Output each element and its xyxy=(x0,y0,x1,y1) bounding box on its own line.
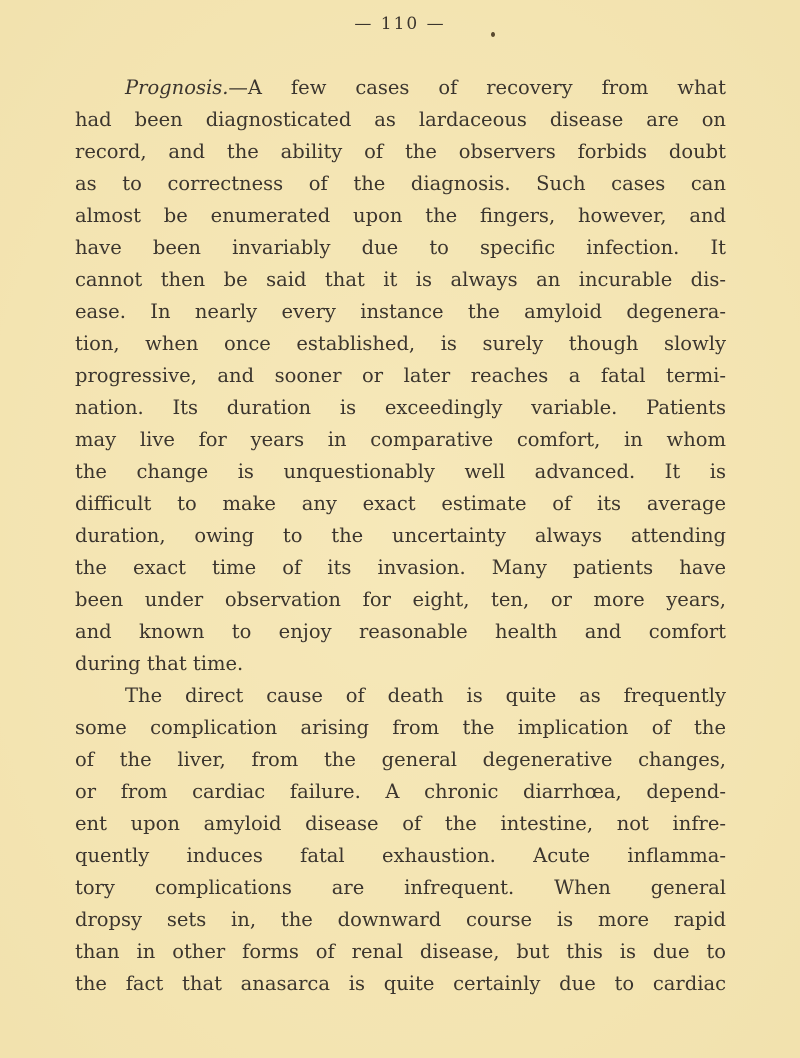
text-line: or from cardiac failure. A chronic diarrhœa, depend- xyxy=(75,780,726,803)
text-line: ent upon amyloid disease of the intestine, not infre- xyxy=(75,812,726,835)
text-line: nation. Its duration is exceedingly variable. Patients xyxy=(75,396,726,419)
text-line: been under observation for eight, ten, or more years, xyxy=(75,588,726,611)
text-line: some complication arising from the implication of the xyxy=(75,716,726,739)
text-line: dropsy sets in, the downward course is more rapid xyxy=(75,908,726,931)
text-line: ease. In nearly every instance the amyloid degenera- xyxy=(75,300,726,323)
text-line: may live for years in comparative comfort, in whom xyxy=(75,428,726,451)
text-line: of the liver, from the general degenerative changes, xyxy=(75,748,726,771)
text-line: the exact time of its invasion. Many patients have xyxy=(75,556,726,579)
text-line: during that time. xyxy=(75,652,244,675)
text-line: the fact that anasarca is quite certainly due to cardiac xyxy=(75,972,726,995)
text-line: as to correctness of the diagnosis. Such cases can xyxy=(75,172,726,195)
text-line: progressive, and sooner or later reaches a fatal termi- xyxy=(75,364,726,387)
text-line: almost be enumerated upon the fingers, however, and xyxy=(75,204,726,227)
text-line: The direct cause of death is quite as frequently xyxy=(125,684,726,707)
text-line: duration, owing to the uncertainty always attending xyxy=(75,524,726,547)
text-line: than in other forms of renal disease, but this is due to xyxy=(75,940,726,963)
text-line: and known to enjoy reasonable health and comfort xyxy=(75,620,726,643)
page-number: — 110 — xyxy=(354,14,446,34)
body-text xyxy=(75,72,726,1000)
text-line: quently induces fatal exhaustion. Acute inflamma- xyxy=(75,844,726,867)
text-line: tory complications are infrequent. When general xyxy=(75,876,726,899)
text-line xyxy=(75,72,726,104)
text-line: have been invariably due to specific infection. It xyxy=(75,236,726,259)
text-line: had been diagnosticated as lardaceous disease are on xyxy=(75,108,726,131)
section-heading: Prognosis. xyxy=(125,76,229,99)
text-line: difficult to make any exact estimate of its average xyxy=(75,492,726,515)
text-line-content: —A few cases of recovery from what xyxy=(228,76,726,99)
text-line: tion, when once established, is surely though slowly xyxy=(75,332,726,355)
text-line: the change is unquestionably well advanced. It is xyxy=(75,460,726,483)
text-line: cannot then be said that it is always an incurable dis- xyxy=(75,268,726,291)
text-line: record, and the ability of the observers forbids doubt xyxy=(75,140,726,163)
